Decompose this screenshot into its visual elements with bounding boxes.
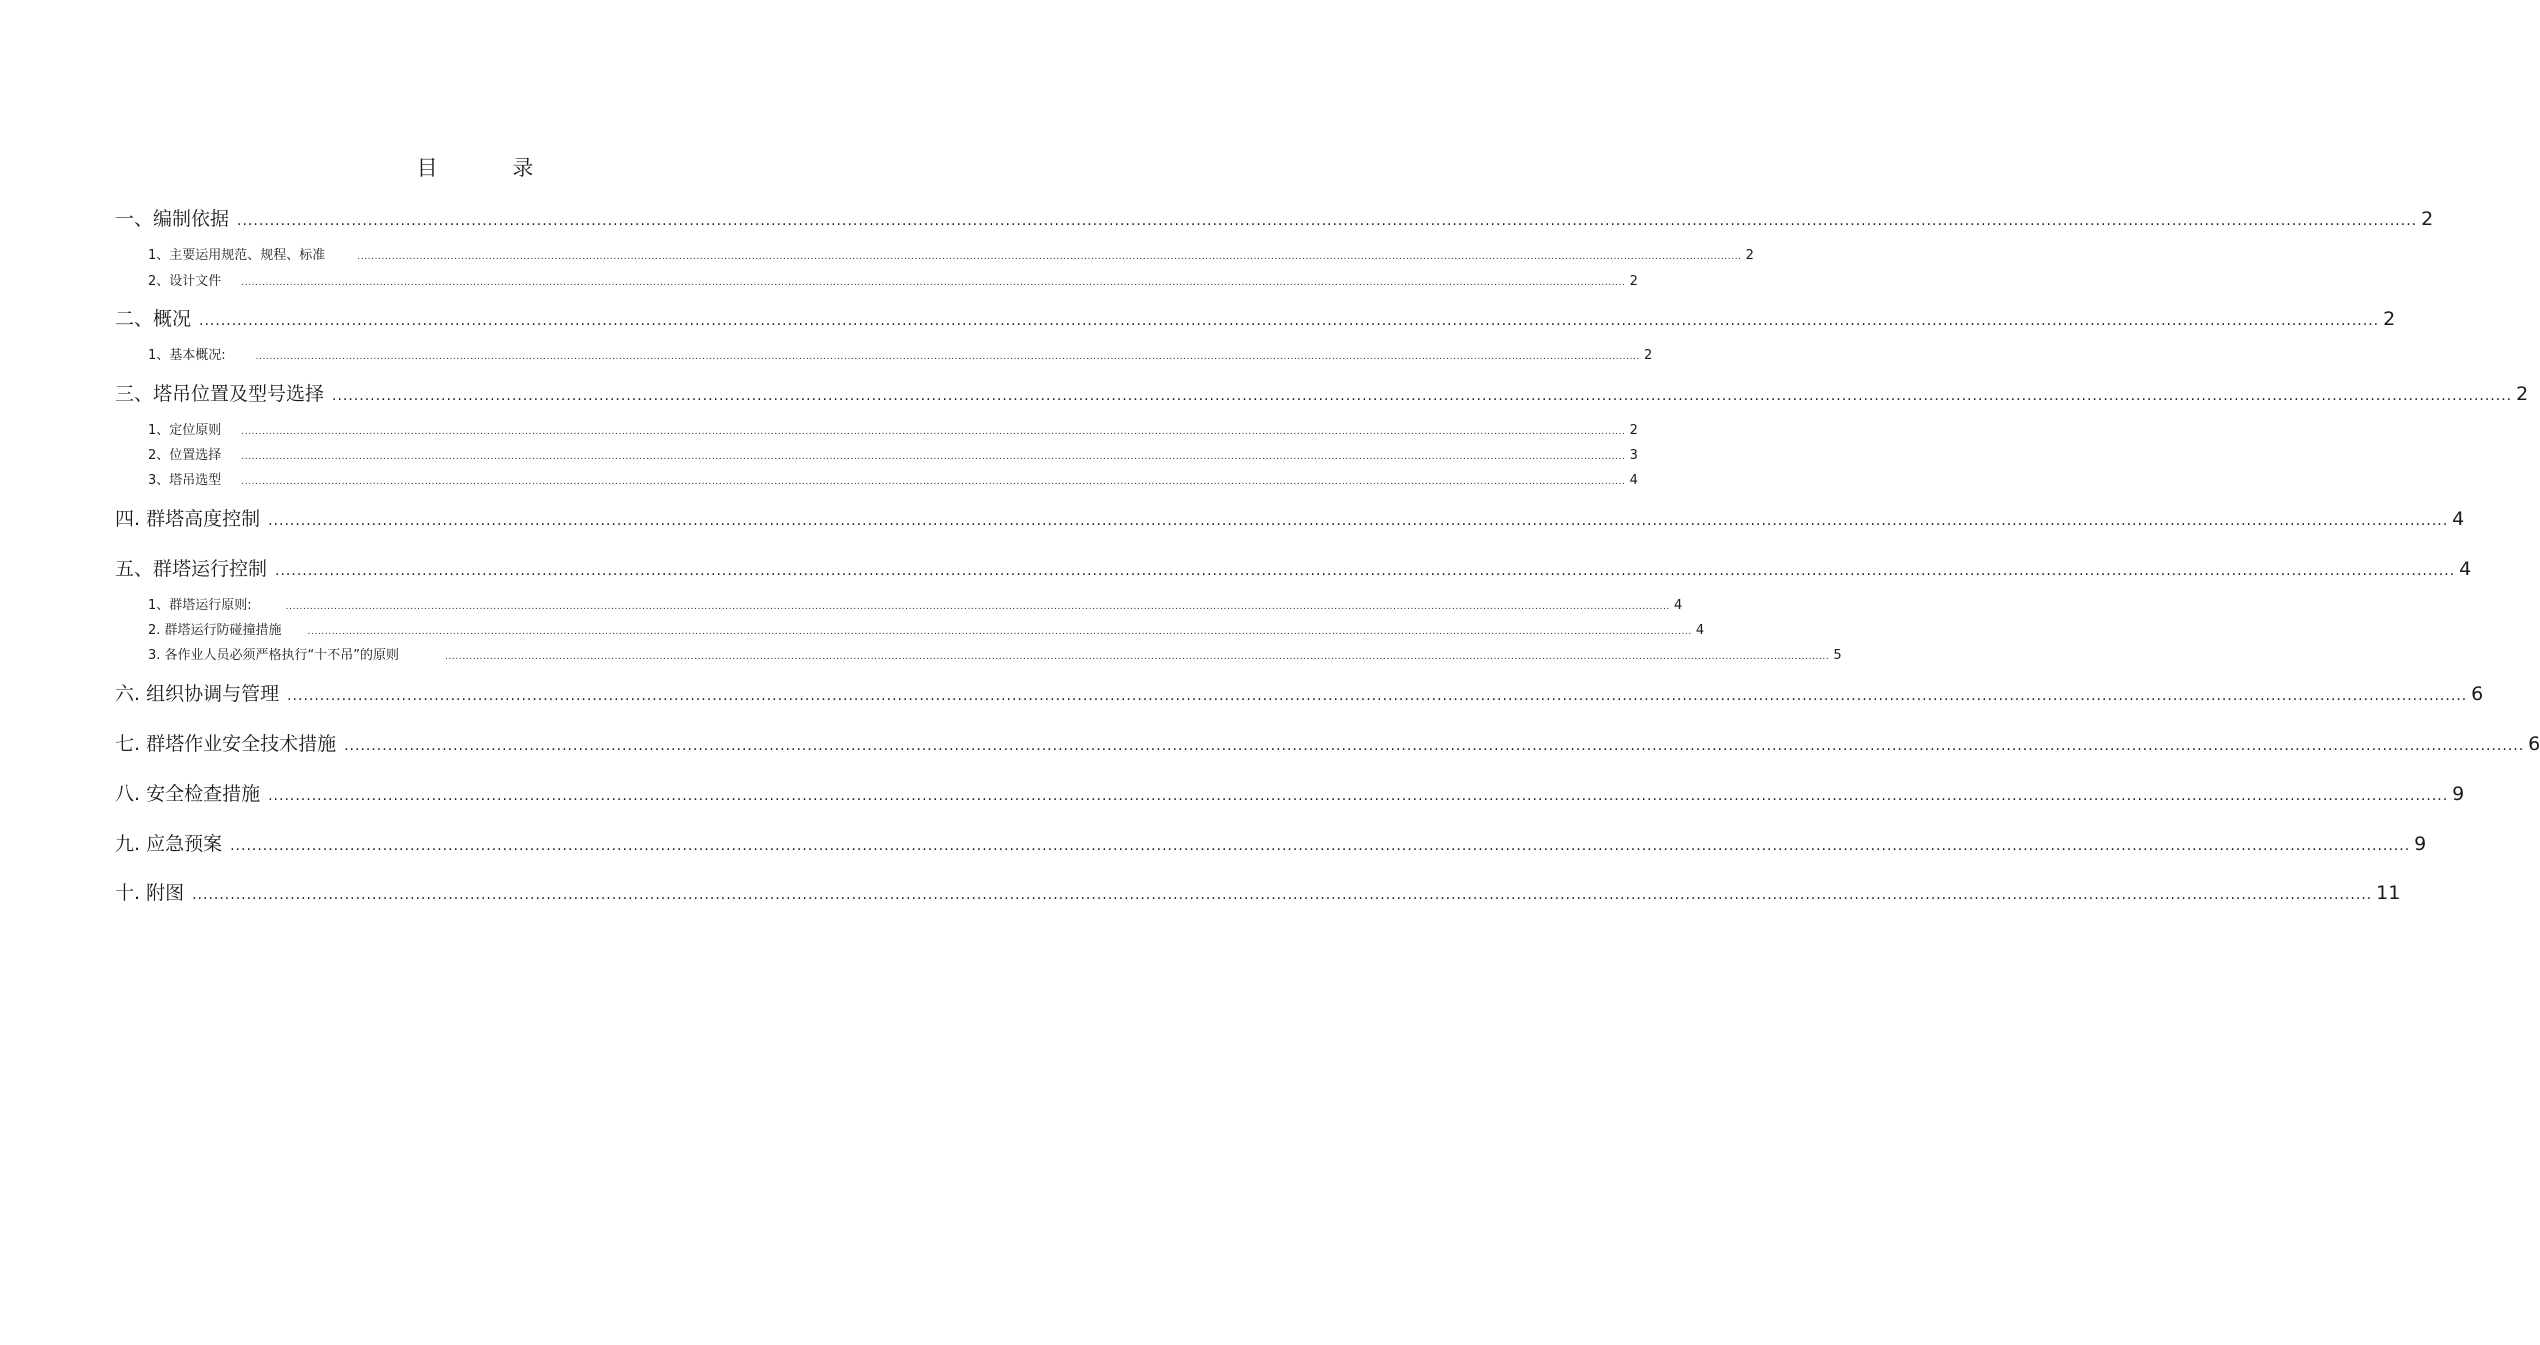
toc-section-entry[interactable]: [148, 419, 1638, 438]
toc-page-number: 2: [1745, 248, 1754, 263]
toc-page-number: 4: [1695, 623, 1705, 638]
toc-page-number: 9: [2414, 833, 2427, 855]
toc-entry-label: 一、编制依据: [115, 208, 230, 230]
toc-chapter-entry[interactable]: [115, 379, 2529, 405]
toc-entry-label: 八. 安全检查措施: [115, 783, 261, 805]
toc-section-entry[interactable]: [148, 619, 1705, 638]
toc-entry-label: 2. 群塔运行防碰撞措施: [148, 623, 282, 638]
toc-page-number: 6: [2471, 683, 2484, 705]
toc-dot-leader: ................................................................................................................................................................................................................................................................................................................................................................................................................: [241, 477, 1626, 487]
toc-dot-leader: ................................................................................................................................................................................................................................................................................................................................................................................................................: [332, 388, 2513, 404]
toc-entry-label: 3、塔吊选型: [148, 473, 222, 488]
toc-section-entry[interactable]: [148, 469, 1638, 488]
toc-dot-leader: ................................................................................................................................................................................................................................................................................................................................................................................................................: [255, 352, 1640, 362]
toc-chapter-entry[interactable]: [115, 504, 2465, 530]
toc-chapter-entry[interactable]: [115, 679, 2484, 705]
toc-dot-leader: ................................................................................................................................................................................................................................................................................................................................................................................................................: [287, 688, 2468, 704]
toc-section-entry[interactable]: [148, 594, 1683, 613]
toc-page-number: 6: [2528, 733, 2540, 755]
toc-chapter-entry[interactable]: [115, 304, 2396, 330]
toc-dot-leader: ................................................................................................................................................................................................................................................................................................................................................................................................................: [230, 838, 2411, 854]
toc-entry-label: 三、塔吊位置及型号选择: [115, 383, 325, 405]
toc-dot-leader: ................................................................................................................................................................................................................................................................................................................................................................................................................: [268, 788, 2449, 804]
toc-page-number: 4: [2459, 558, 2472, 580]
toc-page-number: 2: [1644, 348, 1653, 363]
toc-dot-leader: ................................................................................................................................................................................................................................................................................................................................................................................................................: [199, 313, 2380, 329]
toc-dot-leader: ................................................................................................................................................................................................................................................................................................................................................................................................................: [268, 513, 2449, 529]
toc-chapter-entry[interactable]: [115, 204, 2434, 230]
toc-chapter-entry[interactable]: [115, 829, 2427, 855]
toc-page-number: 2: [2516, 383, 2529, 405]
toc-section-entry[interactable]: [148, 344, 1653, 363]
toc-page-number: 2: [1629, 423, 1638, 438]
toc-entry-label: 二、概况: [115, 308, 192, 330]
toc-dot-leader: ................................................................................................................................................................................................................................................................................................................................................................................................................: [241, 427, 1626, 437]
toc-dot-leader: ................................................................................................................................................................................................................................................................................................................................................................................................................: [192, 887, 2373, 903]
toc-section-entry[interactable]: [148, 244, 1754, 263]
toc-entry-label: 2、设计文件: [148, 274, 222, 289]
toc-entry-label: 六. 组织协调与管理: [115, 683, 280, 705]
toc-page-number: 2: [1629, 274, 1638, 289]
toc-chapter-entry[interactable]: [115, 729, 2540, 755]
toc-entry-label: 3. 各作业人员必须严格执行“十不吊”的原则: [148, 648, 400, 663]
toc-page-number: 5: [1833, 648, 1842, 663]
toc-page-number: 2: [2421, 208, 2434, 230]
toc-page-number: 4: [1629, 473, 1638, 488]
toc-chapter-entry[interactable]: [115, 554, 2472, 580]
toc-dot-leader: ................................................................................................................................................................................................................................................................................................................................................................................................................: [285, 602, 1670, 612]
toc-page-number: 11: [2376, 882, 2401, 904]
toc-entry-label: 1、基本概况:: [148, 348, 226, 363]
toc-entry-label: 九. 应急预案: [115, 833, 223, 855]
toc-page-number: 4: [2452, 508, 2465, 530]
toc-chapter-entry[interactable]: [115, 878, 2401, 904]
toc-page-number: 2: [2383, 308, 2396, 330]
toc-dot-leader: ................................................................................................................................................................................................................................................................................................................................................................................................................: [307, 627, 1692, 637]
toc-dot-leader: ................................................................................................................................................................................................................................................................................................................................................................................................................: [241, 278, 1626, 288]
toc-entry-label: 1、主要运用规范、规程、标准: [148, 248, 326, 263]
toc-page-number: 9: [2452, 783, 2465, 805]
toc-chapter-entry[interactable]: [115, 779, 2465, 805]
toc-dot-leader: ................................................................................................................................................................................................................................................................................................................................................................................................................: [241, 452, 1626, 462]
toc-entry-label: 1、定位原则: [148, 423, 222, 438]
toc-dot-leader: ................................................................................................................................................................................................................................................................................................................................................................................................................: [237, 213, 2418, 229]
toc-entry-label: 五、群塔运行控制: [115, 558, 268, 580]
toc-page-number: 3: [1629, 448, 1638, 463]
toc-entry-label: 十. 附图: [115, 882, 185, 904]
toc-section-entry[interactable]: [148, 644, 1842, 663]
toc-dot-leader: ................................................................................................................................................................................................................................................................................................................................................................................................................: [445, 652, 1830, 662]
toc-entry-label: 2、位置选择: [148, 448, 222, 463]
toc-entry-label: 七. 群塔作业安全技术措施: [115, 733, 337, 755]
toc-section-entry[interactable]: [148, 270, 1638, 289]
toc-dot-leader: ................................................................................................................................................................................................................................................................................................................................................................................................................: [344, 738, 2525, 754]
toc-dot-leader: ................................................................................................................................................................................................................................................................................................................................................................................................................: [275, 563, 2456, 579]
toc-dot-leader: ................................................................................................................................................................................................................................................................................................................................................................................................................: [357, 252, 1742, 262]
toc-page-number: 4: [1674, 598, 1683, 613]
toc-entry-label: 四. 群塔高度控制: [115, 508, 261, 530]
toc-entry-label: 1、群塔运行原则:: [148, 598, 252, 613]
toc-section-entry[interactable]: [148, 444, 1638, 463]
toc-title: 目 录: [416, 156, 568, 180]
